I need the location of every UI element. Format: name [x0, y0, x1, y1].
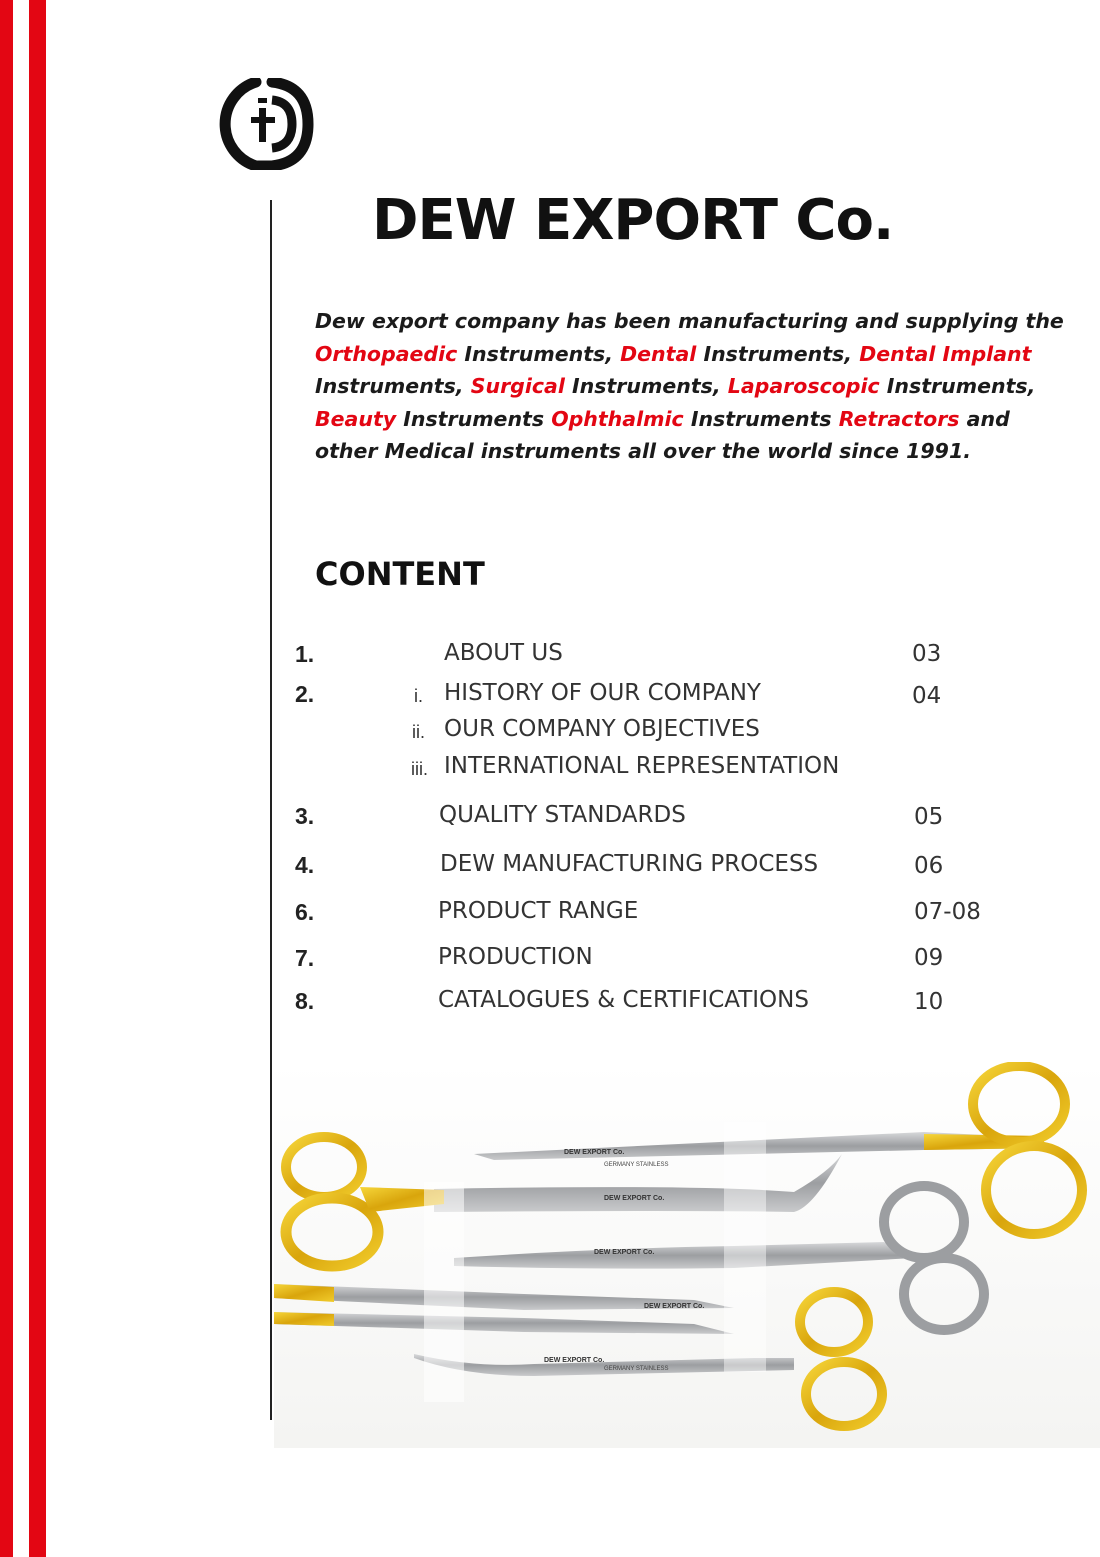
- intro-text: Instruments,: [315, 374, 471, 399]
- toc-page-number: 09: [914, 945, 944, 971]
- intro-text: Instruments: [683, 406, 839, 431]
- intro-highlight: Ophthalmic: [551, 406, 684, 431]
- toc-number: 3.: [295, 803, 315, 829]
- toc-page-number: 10: [914, 989, 944, 1015]
- toc-roman-numeral: iii.: [411, 759, 428, 779]
- toc-item-label: INTERNATIONAL REPRESENTATION: [444, 753, 840, 779]
- company-title: DEW EXPORT Co.: [372, 188, 894, 253]
- intro-highlight: Dental: [620, 341, 697, 366]
- red-stripe-inner: [29, 0, 46, 1557]
- toc-item-label: HISTORY OF OUR COMPANY: [444, 680, 761, 706]
- toc-page-number: 03: [912, 641, 942, 667]
- toc-page-number: 06: [914, 853, 944, 879]
- vertical-rule: [270, 200, 272, 1420]
- intro-text: Instruments,: [696, 341, 860, 366]
- intro-text: Instruments,: [457, 341, 621, 366]
- toc-number: 4.: [295, 852, 315, 878]
- intro-text: Instruments,: [564, 374, 728, 399]
- surgical-instruments-photo: [274, 1062, 1100, 1448]
- engraving-3: DEW EXPORT Co.: [594, 1249, 655, 1256]
- toc-number: 7.: [295, 945, 315, 971]
- toc-roman-numeral: i.: [414, 686, 423, 706]
- toc-number: 6.: [295, 899, 315, 925]
- intro-text: Instruments: [396, 406, 552, 431]
- intro-highlight: Laparoscopic: [727, 374, 880, 399]
- toc-roman-numeral: ii.: [412, 722, 425, 742]
- intro-highlight: Dental Implant: [859, 341, 1032, 366]
- engraving-6: GERMANY STAINLESS: [604, 1162, 669, 1168]
- intro-paragraph: [315, 305, 1075, 468]
- toc-item-label: PRODUCTION: [438, 944, 593, 970]
- intro-text: and other Medical instruments all over the world since 1991.: [315, 406, 1010, 464]
- toc-number: 1.: [295, 641, 315, 667]
- intro-text: Dew export company has been manufacturing and supplying the: [315, 309, 1064, 333]
- toc-item-label: QUALITY STANDARDS: [439, 802, 686, 828]
- toc-item-label: DEW MANUFACTURING PROCESS: [440, 851, 819, 877]
- engraving-1: DEW EXPORT Co.: [604, 1195, 665, 1202]
- toc-page-number: 04: [912, 683, 942, 709]
- engraving-5: DEW EXPORT Co.: [544, 1357, 605, 1364]
- toc-item-label: PRODUCT RANGE: [438, 898, 639, 924]
- engraving-4: DEW EXPORT Co.: [644, 1303, 705, 1310]
- intro-highlight: Beauty: [315, 406, 397, 431]
- toc-page-number: 05: [914, 804, 944, 830]
- engraving-7: GERMANY STAINLESS: [604, 1366, 669, 1372]
- toc-page-number: 07-08: [914, 899, 981, 925]
- toc-number: 8.: [295, 988, 315, 1014]
- intro-highlight: Retractors: [838, 406, 960, 431]
- toc-number: 2.: [295, 681, 315, 707]
- content-heading: CONTENT: [315, 555, 485, 593]
- engraving-2: DEW EXPORT Co.: [564, 1149, 625, 1156]
- dew-logo-icon: [218, 78, 314, 170]
- intro-text: Instruments,: [879, 374, 1036, 399]
- red-stripe-outer: [0, 0, 13, 1557]
- toc-item-label: OUR COMPANY OBJECTIVES: [444, 716, 760, 742]
- intro-highlight: Surgical: [470, 374, 565, 399]
- intro-highlight: Orthopaedic: [315, 341, 458, 366]
- toc-item-label: CATALOGUES & CERTIFICATIONS: [438, 987, 809, 1013]
- toc-item-label: ABOUT US: [444, 640, 563, 666]
